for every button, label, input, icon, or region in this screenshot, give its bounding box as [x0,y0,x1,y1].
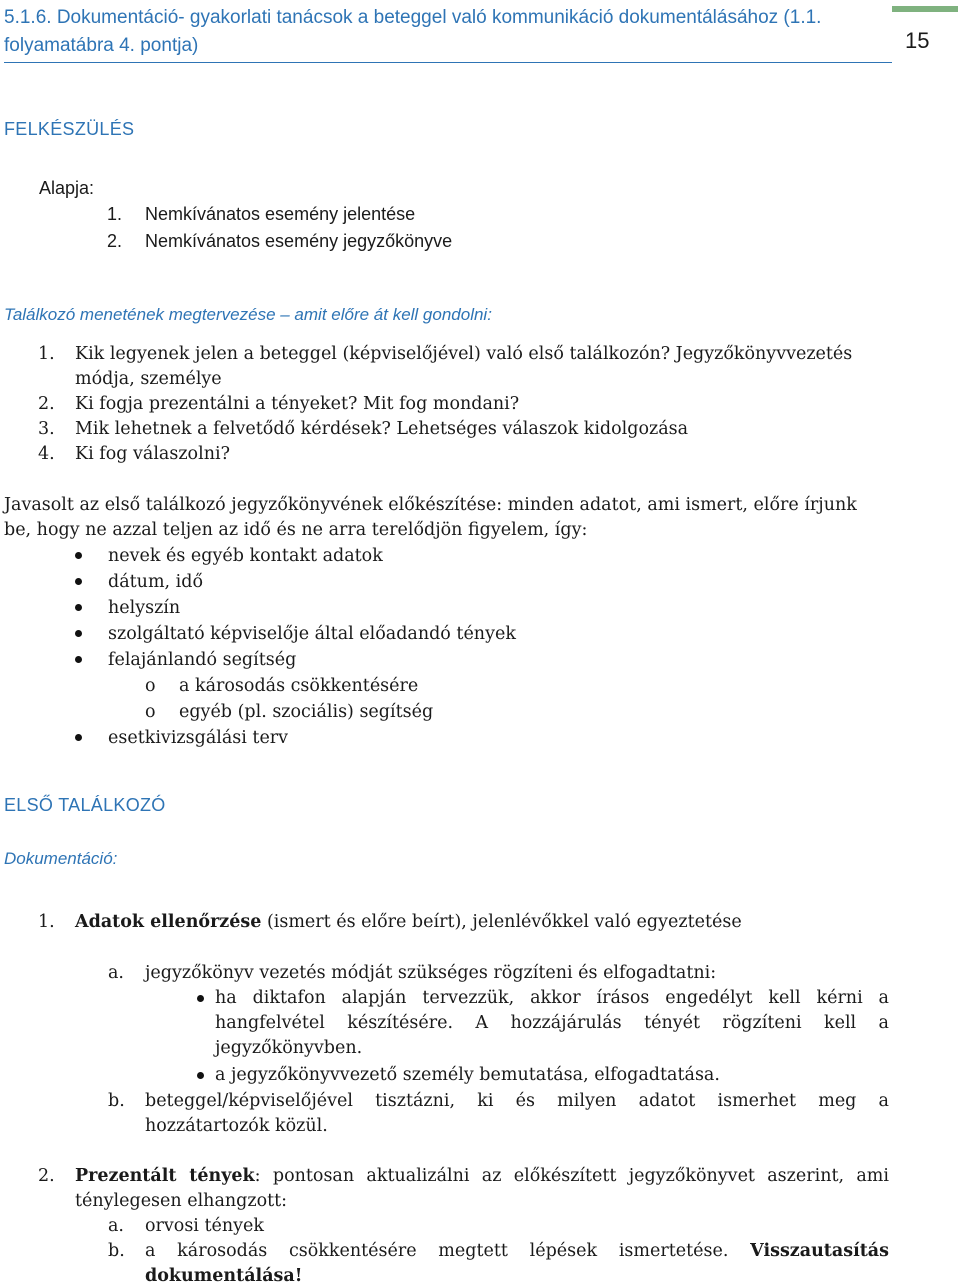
bullet-dot [75,734,82,741]
first-item-2-line2: ténylegesen elhangzott: [75,1191,288,1211]
planning-item-4-number: 4. [38,444,55,464]
first-item-2-number: 2. [38,1166,55,1186]
first-item-1-bold: Adatok ellenőrzése [75,912,262,932]
first-item-2-bold: Prezentált tények [75,1166,255,1186]
prep-bullet-3: helyszín [108,598,181,618]
section-heading-first-meeting: ELSŐ TALÁLKOZÓ [4,795,166,815]
dictaphone-line-2: hangfelvétel készítésére. A hozzájárulás tényét rögzíteni kell a [215,1013,889,1033]
first-item-2b-line1 [145,1239,889,1264]
prep-sub-bullet-2: egyéb (pl. szociális) segítség [179,702,434,722]
first-item-2a: orvosi tények [145,1216,264,1236]
bullet-dot [75,552,82,559]
prep-bullet-1: nevek és egyéb kontakt adatok [108,546,383,566]
planning-item-1-line1: Kik legyenek jelen a beteggel (képviselőjével) való első találkozón? Jegyzőkönyvvezetés [75,344,853,364]
suggestion-line-2: be, hogy ne azzal teljen az idő és ne arra terelődjön figyelem, így: [4,520,588,540]
header-divider [4,62,892,63]
first-item-2b-line2 [145,1264,302,1288]
first-item-2b-letter: b. [108,1241,125,1261]
planning-heading: Találkozó menetének megtervezése – amit előre át kell gondolni: [4,305,492,324]
first-item-2-rest: : pontosan aktualizálni az előkészített jegyzőkönyvet aszerint, ami [254,1166,889,1186]
suggestion-line-1: Javasolt az első találkozó jegyzőkönyvének előkészítése: minden adatot, ami ismert, előre írjunk [4,495,857,515]
section-heading-preparation: FELKÉSZÜLÉS [4,119,135,139]
basis-item-2: Nemkívánatos esemény jegyzőkönyve [145,231,453,251]
planning-item-1-number: 1. [38,344,55,364]
first-item-2-line1 [75,1164,889,1189]
sub-bullet-marker: o [145,702,156,722]
page-header-title: 5.1.6. Dokumentáció- gyakorlati tanácsok a beteggel való kommunikáció dokumentálásához (1.1. folyamatábra 4. pontja) [4,7,822,56]
bullet-dot [197,1072,204,1079]
prep-bullet-6: esetkivizsgálási terv [108,728,289,748]
first-item-2b-bold: Visszautasítás [750,1241,889,1261]
basis-item-1: Nemkívánatos esemény jelentése [145,204,416,224]
prep-bullet-5: felajánlandó segítség [108,650,297,670]
first-item-1b-line1: beteggel/képviselőjével tisztázni, ki és milyen adatot ismerhet meg a [145,1091,889,1111]
first-item-1b-line2: hozzátartozók közül. [145,1116,328,1136]
first-item-1-rest: (ismert és előre beírt), jelenlévőkkel való egyeztetése [261,912,742,932]
first-item-2b-bold-2: dokumentálása! [145,1266,303,1286]
basis-item-2-number: 2. [107,231,123,251]
bullet-dot [75,630,82,637]
dictaphone-line-3: jegyzőkönyvben. [215,1038,363,1058]
sub-bullet-marker: o [145,676,156,696]
first-item-2b-text: a károsodás csökkentésére megtett lépések ismertetése. [145,1241,729,1261]
first-item-2a-letter: a. [108,1216,124,1236]
prep-bullet-4: szolgáltató képviselője által előadandó tények [108,624,516,644]
page-number: 15 [905,28,930,53]
planning-item-2: Ki fogja prezentálni a tényeket? Mit fog mondani? [75,394,520,414]
first-item-1b-letter: b. [108,1091,125,1111]
prep-bullet-2: dátum, idő [108,572,203,592]
header-accent-bar [892,6,958,12]
planning-item-2-number: 2. [38,394,55,414]
basis-label: Alapja: [39,178,95,198]
first-item-1a-letter: a. [108,963,124,983]
documentation-heading: Dokumentáció: [4,849,118,868]
bullet-dot [197,995,204,1002]
dictaphone-line-1: ha diktafon alapján tervezzük, akkor írásos engedélyt kell kérni a [215,988,889,1008]
bullet-dot [75,578,82,585]
planning-item-3: Mik lehetnek a felvetődő kérdések? Lehetséges válaszok kidolgozása [75,419,689,439]
prep-sub-bullet-1: a károsodás csökkentésére [179,676,419,696]
basis-item-1-number: 1. [107,204,123,224]
planning-item-4: Ki fog válaszolni? [75,444,230,464]
bullet-dot [75,604,82,611]
first-item-1 [75,910,742,934]
planning-item-3-number: 3. [38,419,55,439]
planning-item-1-line2: módja, személye [75,369,222,389]
first-item-1-number: 1. [38,912,55,932]
minute-taker-bullet: a jegyzőkönyvvezető személy bemutatása, elfogadtatása. [215,1065,720,1085]
bullet-dot [75,656,82,663]
first-item-1a: jegyzőkönyv vezetés módját szükséges rögzíteni és elfogadtatni: [145,963,717,983]
